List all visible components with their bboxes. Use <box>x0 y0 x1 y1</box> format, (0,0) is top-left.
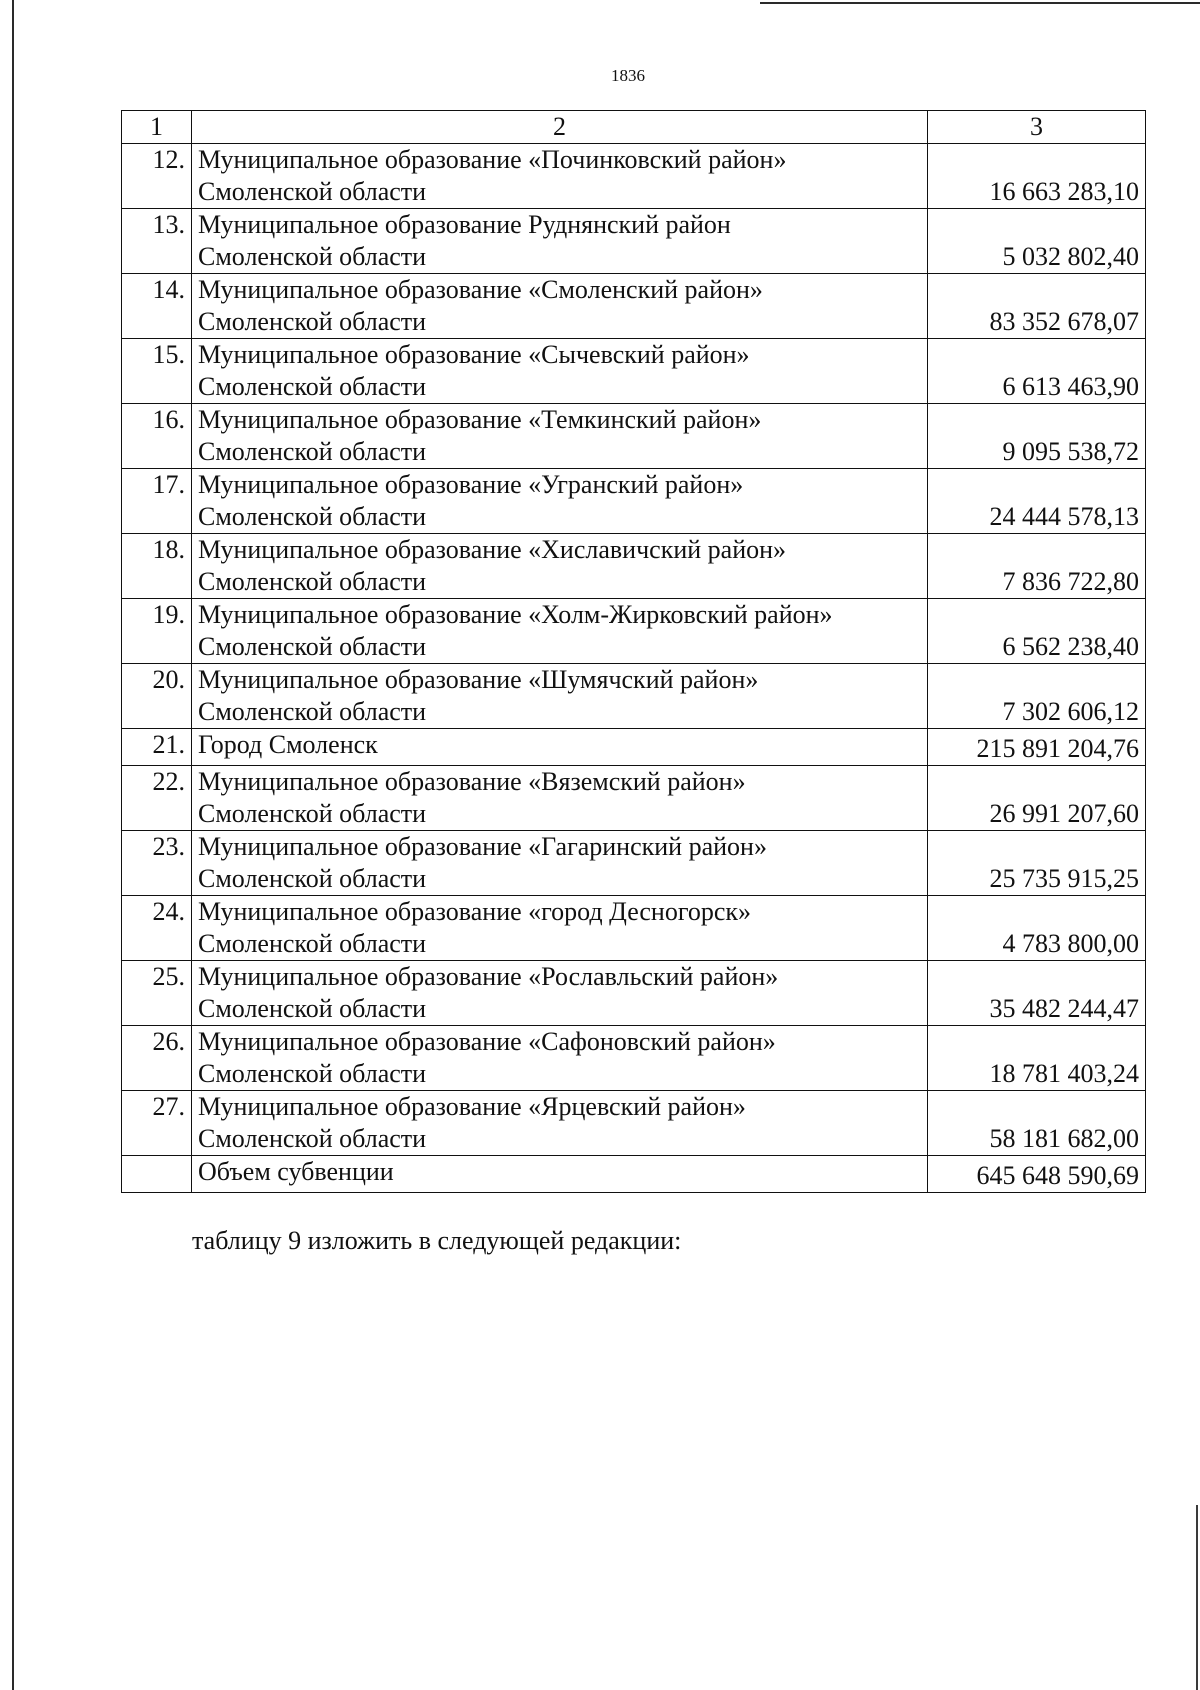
row-number: 25. <box>122 961 192 1026</box>
row-name <box>192 469 928 534</box>
row-name-line-1: Муниципальное образование «Смоленский район» <box>198 275 763 304</box>
row-name-line-2: Смоленской области <box>198 929 427 958</box>
row-amount: 6 613 463,90 <box>928 339 1146 404</box>
table-row <box>122 469 1146 534</box>
row-name-line-2: Смоленской области <box>198 1059 427 1088</box>
row-name-line-1: Муниципальное образование «Холм-Жирковский район» <box>198 600 833 629</box>
table-row <box>122 664 1146 729</box>
row-number: 13. <box>122 209 192 274</box>
row-name <box>192 664 928 729</box>
row-name-line-1: Муниципальное образование «Рославльский район» <box>198 962 779 991</box>
row-number: 22. <box>122 766 192 831</box>
table-row <box>122 599 1146 664</box>
row-name <box>192 274 928 339</box>
row-name-line-2: Смоленской области <box>198 994 427 1023</box>
row-number: 16. <box>122 404 192 469</box>
table-row <box>122 339 1146 404</box>
total-amount: 645 648 590,69 <box>928 1156 1146 1193</box>
scan-edge-right <box>1196 1505 1198 1690</box>
row-number: 19. <box>122 599 192 664</box>
row-number: 27. <box>122 1091 192 1156</box>
row-number: 23. <box>122 831 192 896</box>
table-header-row <box>122 111 1146 144</box>
table-row <box>122 766 1146 831</box>
row-amount: 26 991 207,60 <box>928 766 1146 831</box>
table-row <box>122 209 1146 274</box>
table-total-row <box>122 1156 1146 1193</box>
row-name-line-2: Смоленской области <box>198 502 427 531</box>
row-name <box>192 144 928 209</box>
column-header-amount: 3 <box>928 111 1146 144</box>
row-number: 12. <box>122 144 192 209</box>
total-label: Объем субвенции <box>192 1156 928 1193</box>
row-name-line-1: Муниципальное образование «Починковский район» <box>198 145 787 174</box>
total-number <box>122 1156 192 1193</box>
row-amount: 18 781 403,24 <box>928 1026 1146 1091</box>
row-name <box>192 961 928 1026</box>
row-name-line-2: Смоленской области <box>198 697 427 726</box>
table-row <box>122 1026 1146 1091</box>
row-amount: 58 181 682,00 <box>928 1091 1146 1156</box>
row-name-line-1: Муниципальное образование «Вяземский район» <box>198 767 746 796</box>
row-name <box>192 766 928 831</box>
table-row <box>122 534 1146 599</box>
row-amount: 5 032 802,40 <box>928 209 1146 274</box>
row-name <box>192 209 928 274</box>
row-name-line-2: Смоленской области <box>198 567 427 596</box>
row-name-line-1: Муниципальное образование «Угранский район» <box>198 470 744 499</box>
row-name <box>192 729 928 766</box>
row-name <box>192 339 928 404</box>
row-name-line-2: Смоленской области <box>198 242 427 271</box>
table-row <box>122 274 1146 339</box>
row-amount: 16 663 283,10 <box>928 144 1146 209</box>
row-number: 15. <box>122 339 192 404</box>
table-body <box>122 144 1146 1193</box>
scan-edge-left <box>12 0 14 1690</box>
table-row <box>122 831 1146 896</box>
row-name-line-2: Смоленской области <box>198 307 427 336</box>
row-number: 20. <box>122 664 192 729</box>
row-name-line-2: Смоленской области <box>198 437 427 466</box>
row-name-line-2: Смоленской области <box>198 372 427 401</box>
row-number: 24. <box>122 896 192 961</box>
row-name <box>192 599 928 664</box>
row-amount: 215 891 204,76 <box>928 729 1146 766</box>
row-amount: 9 095 538,72 <box>928 404 1146 469</box>
row-name <box>192 831 928 896</box>
row-name <box>192 1091 928 1156</box>
row-name-line-1: Муниципальное образование «Шумячский район» <box>198 665 759 694</box>
row-name <box>192 534 928 599</box>
column-header-number: 1 <box>122 111 192 144</box>
row-name-line-1: Муниципальное образование «Темкинский район» <box>198 405 762 434</box>
table-row <box>122 1091 1146 1156</box>
row-amount: 25 735 915,25 <box>928 831 1146 896</box>
table-row <box>122 404 1146 469</box>
row-number: 17. <box>122 469 192 534</box>
row-amount: 7 302 606,12 <box>928 664 1146 729</box>
table-row <box>122 729 1146 766</box>
row-name-line-2: Смоленской области <box>198 632 427 661</box>
column-header-name: 2 <box>192 111 928 144</box>
row-name-line-1: Муниципальное образование «Гагаринский район» <box>198 832 767 861</box>
row-name-line-2: Смоленской области <box>198 799 427 828</box>
row-name-line-1: Муниципальное образование «Сафоновский район» <box>198 1027 776 1056</box>
row-number: 26. <box>122 1026 192 1091</box>
row-name-line-1: Муниципальное образование «Хиславичский район» <box>198 535 787 564</box>
footer-text: таблицу 9 изложить в следующей редакции: <box>192 1226 682 1255</box>
row-number: 14. <box>122 274 192 339</box>
row-amount: 24 444 578,13 <box>928 469 1146 534</box>
row-name-line-1: Муниципальное образование «Ярцевский район» <box>198 1092 746 1121</box>
row-name-line-2: Смоленской области <box>198 864 427 893</box>
table-row <box>122 961 1146 1026</box>
row-number: 18. <box>122 534 192 599</box>
row-name <box>192 896 928 961</box>
row-name <box>192 404 928 469</box>
row-amount: 7 836 722,80 <box>928 534 1146 599</box>
row-amount: 83 352 678,07 <box>928 274 1146 339</box>
row-number: 21. <box>122 729 192 766</box>
row-name-line-1: Муниципальное образование «город Десногорск» <box>198 897 752 926</box>
row-name-line-1: Город Смоленск <box>198 730 378 759</box>
row-name-line-1: Муниципальное образование Руднянский район <box>198 210 731 239</box>
row-name-line-1: Муниципальное образование «Сычевский район» <box>198 340 750 369</box>
row-name <box>192 1026 928 1091</box>
scan-edge-top <box>760 2 1200 4</box>
table-row <box>122 144 1146 209</box>
row-amount: 35 482 244,47 <box>928 961 1146 1026</box>
page-number: 1836 <box>611 66 645 85</box>
row-amount: 6 562 238,40 <box>928 599 1146 664</box>
row-name-line-2: Смоленской области <box>198 1124 427 1153</box>
row-amount: 4 783 800,00 <box>928 896 1146 961</box>
table-row <box>122 896 1146 961</box>
row-name-line-2: Смоленской области <box>198 177 427 206</box>
subvention-table <box>121 110 1146 1193</box>
